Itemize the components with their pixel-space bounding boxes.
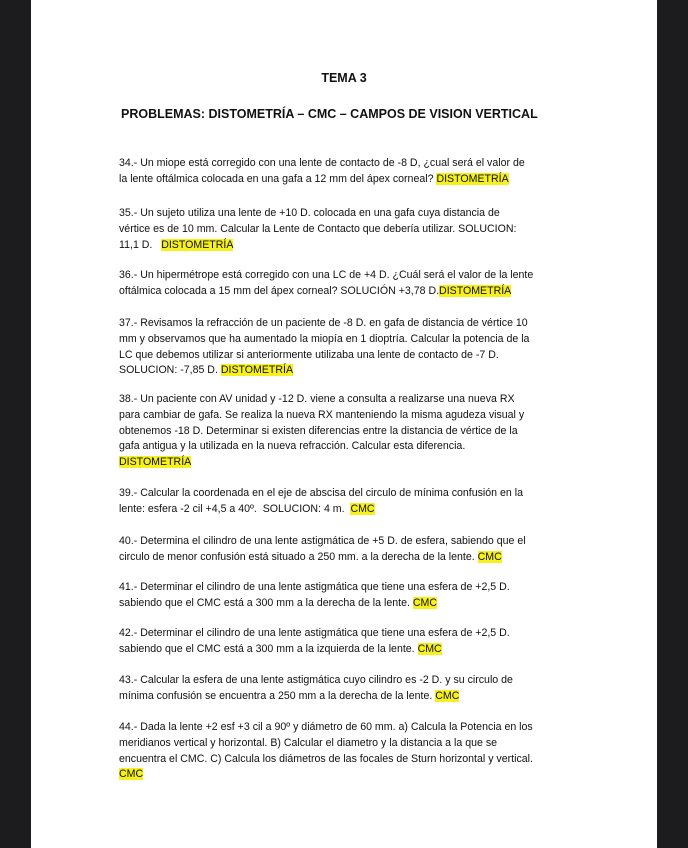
problem-line	[119, 596, 571, 612]
problem-line: LC que debemos utilizar si anteriormente utilizaba una lente de contacto de -7 D.	[119, 348, 499, 361]
problem-line	[119, 172, 571, 188]
problem-line: obtenemos -18 D. Determinar si existen diferencias entre la distancia de vértice de la	[119, 424, 518, 437]
problem-tag: CMC	[417, 642, 442, 655]
problem-text: sabiendo que el CMC está a 300 mm a la izquierda de la lente.	[119, 642, 418, 655]
problem-34	[119, 156, 571, 188]
problem-line	[119, 238, 571, 254]
problem-tag: DISTOMETRÍA	[161, 238, 234, 251]
page-subtitle: PROBLEMAS: DISTOMETRÍA – CMC – CAMPOS DE VISION VERTICAL	[121, 107, 538, 121]
problem-line	[119, 363, 571, 379]
problem-line: 36.- Un hipermétrope está corregido con una LC de +4 D. ¿Cuál será el valor de la lente	[119, 269, 534, 281]
problem-line: 35.- Un sujeto utiliza una lente de +10 D. colocada en una gafa cuya distancia de	[119, 207, 500, 219]
problem-40	[119, 534, 571, 566]
problem-39	[119, 486, 571, 518]
problem-tag: CMC	[477, 550, 502, 563]
problem-line: vértice es de 10 mm. Calcular la Lente de Contacto que debería utilizar. SOLUCION:	[119, 222, 517, 235]
problem-tag: CMC	[350, 502, 375, 515]
problem-tag: DISTOMETRÍA	[220, 364, 294, 377]
problem-line	[119, 284, 571, 300]
problem-text: sabiendo que el CMC está a 300 mm a la derecha de la lente.	[119, 596, 413, 609]
problem-text: la lente oftálmica colocada en una gafa a 12 mm del ápex corneal?	[119, 172, 434, 185]
page-title: TEMA 3	[321, 71, 367, 85]
problem-line: 40.- Determina el cilindro de una lente astigmática de +5 D. de esfera, sabiendo que el	[119, 535, 526, 547]
problem-line: 37.- Revisamos la refracción de un paciente de -8 D. en gafa de distancia de vértice 10	[119, 317, 528, 329]
problem-43	[119, 673, 571, 705]
problem-41	[119, 580, 571, 612]
problem-36	[119, 268, 571, 300]
problem-text: circulo de menor confusión está situado a 250 mm. a la derecha de la lente.	[119, 550, 478, 563]
problem-line	[119, 689, 571, 705]
problem-tag: DISTOMETRÍA	[119, 456, 192, 469]
problem-tag: DISTOMETRÍA	[436, 172, 509, 185]
problem-35	[119, 206, 571, 253]
problem-line: 39.- Calcular la coordenada en el eje de abscisa del circulo de mínima confusión en la	[119, 487, 523, 499]
problem-line: 38.- Un paciente con AV unidad y -12 D. viene a consulta a realizarse una nueva RX	[119, 393, 515, 405]
problem-line: 44.- Dada la lente +2 esf +3 cil a 90º y diámetro de 60 mm. a) Calcula la Potencia en los	[119, 721, 533, 733]
problem-tag: CMC	[435, 689, 460, 702]
problem-line: mm y observamos que ha aumentado la miopía en 1 dioptría. Calcular la potencia de la	[119, 332, 530, 345]
problem-text: oftálmica colocada a 15 mm del ápex corneal? SOLUCIÓN +3,78 D.	[119, 284, 440, 297]
problem-line: 43.- Calcular la esfera de una lente astigmática cuyo cilindro es -2 D. y su circulo de	[119, 674, 513, 686]
problem-tag: DISTOMETRÍA	[439, 284, 512, 297]
problem-line	[119, 767, 571, 783]
problem-line	[119, 550, 571, 566]
problem-44	[119, 720, 571, 783]
problem-text: lente: esfera -2 cil +4,5 a 40º. SOLUCION: 4 m.	[119, 502, 351, 515]
problem-tag: CMC	[412, 596, 437, 609]
problem-text: 11,1 D.	[119, 238, 162, 251]
problem-line: 41.- Determinar el cilindro de una lente astigmática que tiene una esfera de +2,5 D.	[119, 581, 510, 593]
problem-line: para cambiar de gafa. Se realiza la nueva RX manteniendo la misma agudeza visual y	[119, 408, 525, 421]
problem-line	[119, 642, 571, 658]
problem-text: mínima confusión se encuentra a 250 mm a la derecha de la lente.	[119, 689, 436, 702]
document-page	[31, 0, 657, 848]
problem-line: 34.- Un miope está corregido con una lente de contacto de -8 D, ¿cual será el valor de	[119, 157, 525, 169]
problem-line	[119, 455, 571, 471]
problem-line: meridianos vertical y horizontal. B) Calcular el diametro y la distancia a la que se	[119, 736, 498, 749]
problem-line	[119, 502, 571, 518]
problem-line: encuentra el CMC. C) Calcula los diámetros de las focales de Sturn horizontal y vertical.	[119, 752, 533, 765]
problem-38	[119, 392, 571, 471]
problem-37	[119, 316, 571, 379]
problem-text: SOLUCION: -7,85 D.	[119, 364, 221, 377]
problem-tag: CMC	[119, 768, 144, 781]
problem-42	[119, 626, 571, 658]
problem-line: gafa antigua y la utilizada en la nueva refracción. Calcular esta diferencia.	[119, 440, 466, 453]
problem-line: 42.- Determinar el cilindro de una lente astigmática que tiene una esfera de +2,5 D.	[119, 627, 510, 639]
